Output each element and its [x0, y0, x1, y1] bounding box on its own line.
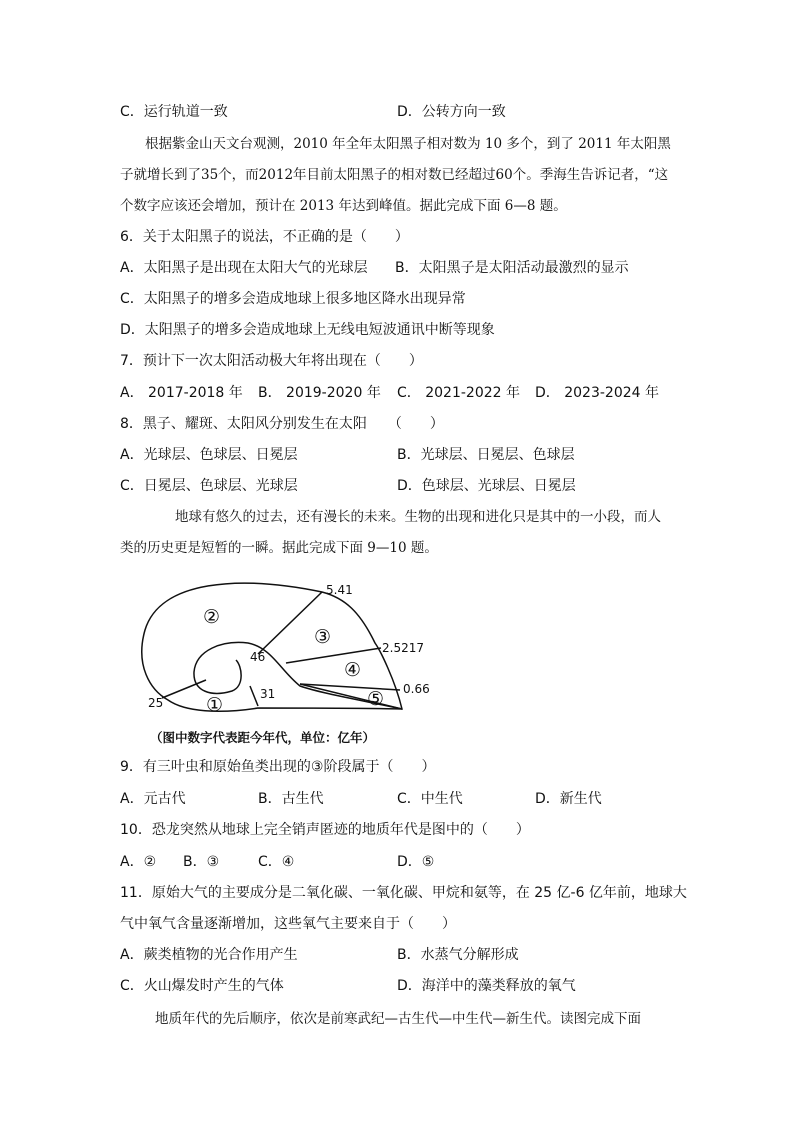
q9-option-d: D．新生代 [535, 791, 602, 807]
q11-stem-line2: 气中氧气含量逐渐增加，这些氧气主要来自于（ ） [120, 916, 456, 932]
q7-option-b: B． 2019-2020 年 [258, 385, 381, 401]
q8-option-c: C．日冕层、色球层、光球层 [120, 478, 298, 494]
passage1-line1: 根据紫金山天文台观测，2010 年全年太阳黑子相对数为 10 多个，到了 2011 年太阳黑 [145, 136, 671, 152]
passage1-line3: 个数字应该还会增加，预计在 2013 年达到峰值。据此完成下面 6—8 题。 [120, 198, 567, 214]
passage3-line1: 地质年代的先后顺序，依次是前寒武纪—古生代—中生代—新生代。读图完成下面 [155, 1011, 641, 1027]
stage-2-marker: ② [203, 606, 221, 628]
divider-5.41 [258, 592, 322, 654]
q10-option-a: A．② [120, 854, 157, 870]
q8-stem: 8．黑子、耀斑、太阳风分别发生在太阳 （ ） [120, 416, 444, 432]
q10-option-b: B．③ [183, 854, 220, 870]
label-25: 25 [148, 696, 164, 710]
label-46: 46 [250, 650, 266, 664]
figure-caption: （图中数字代表距今年代，单位：亿年） [150, 730, 376, 745]
q8-option-a: A．光球层、色球层、日冕层 [120, 447, 298, 463]
q6-option-d: D．太阳黑子的增多会造成地球上无线电短波通讯中断等现象 [120, 322, 495, 338]
q11-option-b: B．水蒸气分解形成 [397, 947, 519, 963]
q5-option-c: C．运行轨道一致 [120, 104, 228, 120]
label-2.5217: 2.5217 [382, 641, 424, 655]
stage-1-marker: ① [206, 694, 224, 716]
q11-option-d: D．海洋中的藻类释放的氧气 [397, 978, 576, 994]
q6-option-c: C．太阳黑子的增多会造成地球上很多地区降水出现异常 [120, 291, 466, 307]
q7-option-c: C． 2021-2022 年 [397, 385, 520, 401]
q7-option-d: D． 2023-2024 年 [535, 385, 659, 401]
label-31: 31 [260, 687, 276, 701]
passage2-line1: 地球有悠久的过去，还有漫长的未来。生物的出现和进化只是其中的一小段，而人 [175, 509, 661, 525]
q9-option-a: A．元古代 [120, 791, 186, 807]
q11-option-c: C．火山爆发时产生的气体 [120, 978, 284, 994]
label-0.66: 0.66 [403, 682, 430, 696]
passage1-line2: 子就增长到了35个，而2012年目前太阳黑子的相对数已经超过60个。季海生告诉记者，“这 [120, 167, 669, 183]
q10-option-d: D．⑤ [397, 854, 435, 870]
q7-option-a: A． 2017-2018 年 [120, 385, 243, 401]
q10-option-c: C．④ [258, 854, 295, 870]
q9-stem: 9．有三叶虫和原始鱼类出现的③阶段属于（ ） [120, 759, 436, 775]
q7-stem: 7．预计下一次太阳活动极大年将出现在（ ） [120, 353, 423, 369]
q11-option-a: A．蕨类植物的光合作用产生 [120, 947, 298, 963]
q6-stem: 6．关于太阳黑子的说法，不正确的是（ ） [120, 229, 409, 245]
q6-option-a: A．太阳黑子是出现在太阳大气的光球层 [120, 260, 368, 276]
q8-option-b: B．光球层、日冕层、色球层 [397, 447, 575, 463]
divider-25 [162, 680, 206, 698]
divider-2.5217 [286, 648, 381, 663]
q9-option-b: B．古生代 [258, 791, 324, 807]
q8-option-d: D．色球层、光球层、日冕层 [397, 478, 576, 494]
divider-31 [250, 686, 258, 706]
label-5.41: 5.41 [326, 583, 353, 597]
stage-3-marker: ③ [314, 626, 332, 648]
q11-stem-line1: 11．原始大气的主要成分是二氧化碳、一氧化碳、甲烷和氨等，在 25 亿-6 亿年前，地球大 [120, 885, 687, 901]
q9-option-c: C．中生代 [397, 791, 463, 807]
q5-option-d: D．公转方向一致 [397, 104, 506, 120]
q6-option-b: B．太阳黑子是太阳活动最激烈的显示 [395, 260, 629, 276]
passage2-line2: 类的历史更是短暂的一瞬。据此完成下面 9—10 题。 [120, 540, 438, 556]
stage-4-marker: ④ [344, 659, 362, 681]
q10-stem: 10．恐龙突然从地球上完全销声匿迹的地质年代是图中的（ ） [120, 822, 530, 838]
geologic-time-spiral-figure [130, 570, 430, 720]
stage-5-marker: ⑤ [367, 688, 385, 710]
